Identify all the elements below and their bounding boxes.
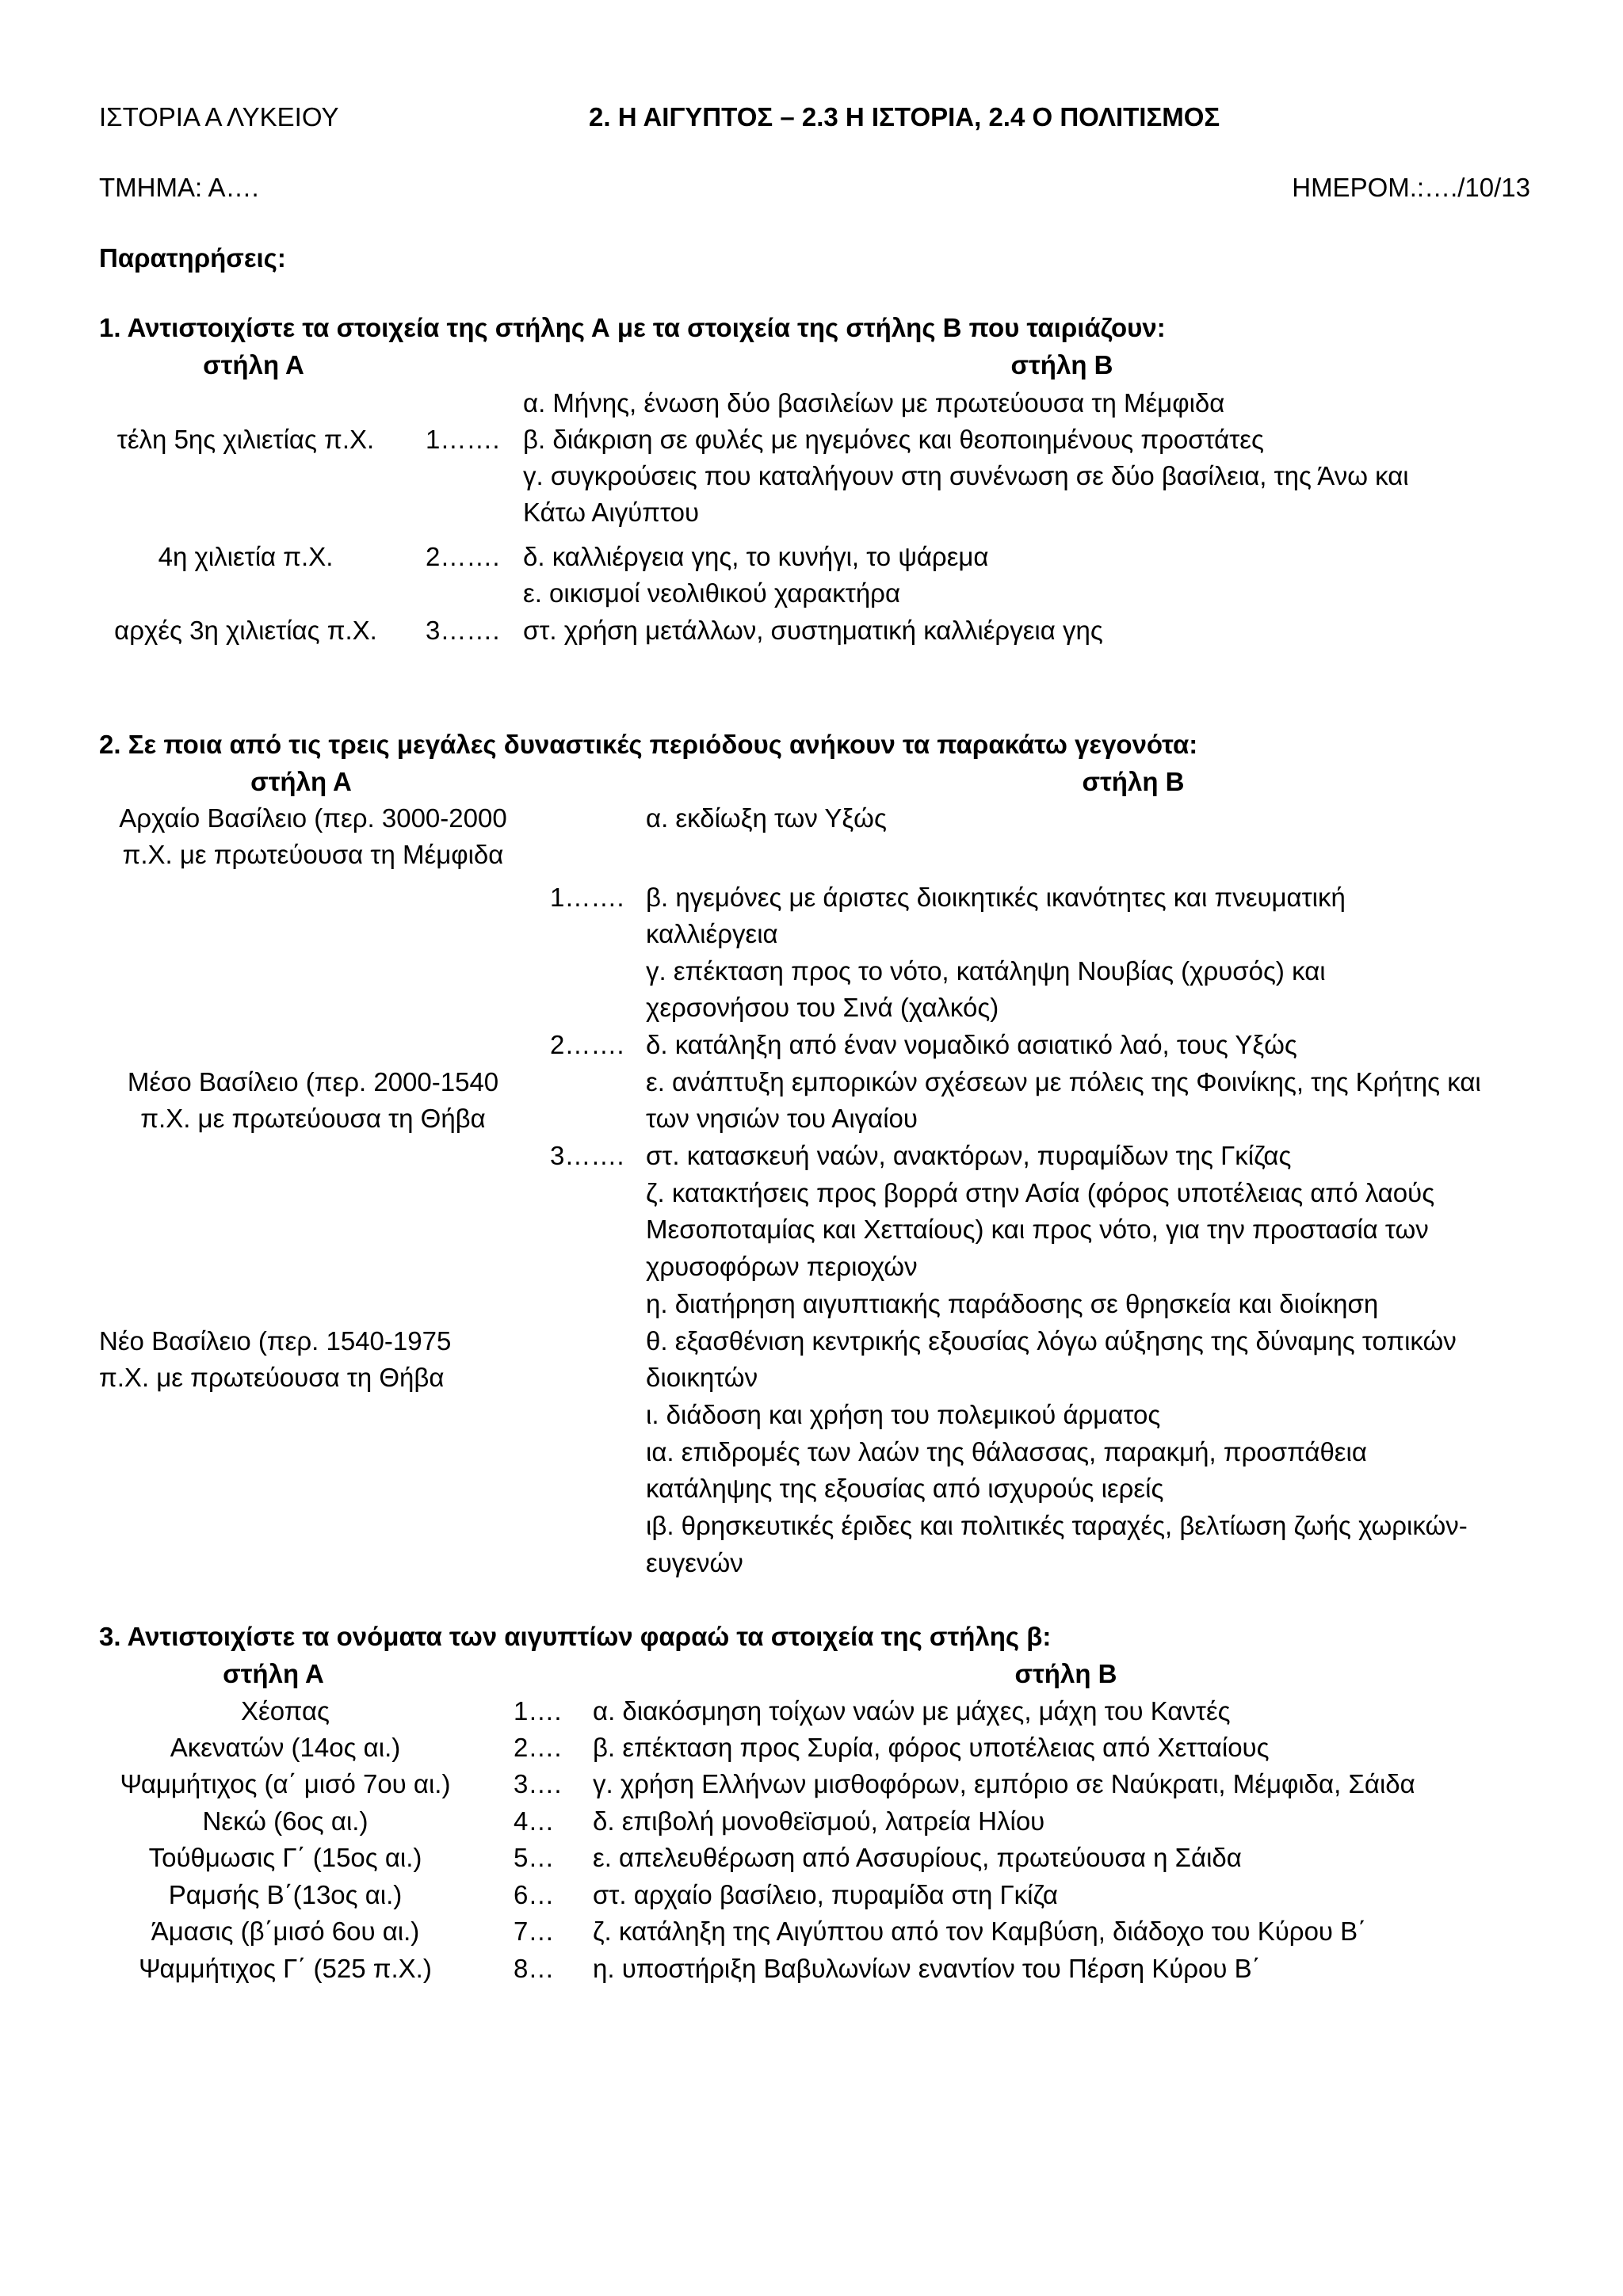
q3-pharaoh: Ψαμμήτιχος (α΄ μισό 7ου αι.) (120, 1769, 451, 1798)
q3-pharaoh: Άμασις (β΄μισό 6ου αι.) (151, 1917, 420, 1946)
q3-b-item: η. υποστήριξη Βαβυλωνίων εναντίον του Πέρση Κύρου Β΄ (593, 1954, 1261, 1983)
q1-a-item: 4η χιλιετία π.Χ. (158, 542, 334, 571)
remarks-label: Παρατηρήσεις: (99, 243, 286, 273)
subject-label: ΙΣΤΟΡΙΑ Α ΛΥΚΕΙΟΥ (99, 102, 339, 132)
q2-b-line: ι. διάδοση και χρήση του πολεμικού άρματος (646, 1400, 1161, 1429)
q2-answer-blank[interactable]: 2……. (550, 1030, 624, 1059)
q2-a-line: Νέο Βασίλειο (περ. 1540-1975 (99, 1326, 452, 1356)
q1-answer-blank[interactable]: 2……. (426, 542, 500, 571)
q1-column-b-header: στήλη Β (1010, 350, 1113, 379)
q2-b-line: ια. επιδρομές των λαών της θάλασσας, παρακμή, προσπάθεια (646, 1437, 1367, 1466)
q1-b-line: Κάτω Αιγύπτου (523, 498, 699, 527)
q1-b-line: στ. χρήση μετάλλων, συστηματική καλλιέργεια γης (523, 616, 1103, 645)
q2-b-line: κατάληψης της εξουσίας από ισχυρούς ιερείς (646, 1474, 1164, 1503)
q2-b-line: δ. κατάληξη από έναν νομαδικό ασιατικό λαό, τους Υξώς (646, 1030, 1297, 1059)
q2-b-line: Μεσοποταμίας και Χετταίους) και προς νότο, για την προστασία των (646, 1215, 1429, 1244)
q2-b-line: χρυσοφόρων περιοχών (646, 1252, 918, 1281)
q3-column-a-header: στήλη Α (223, 1659, 324, 1688)
q2-b-line: καλλιέργεια (646, 919, 778, 948)
q3-pharaoh: Ακενατών (14ος αι.) (170, 1733, 401, 1762)
q2-b-line: στ. κατασκευή ναών, ανακτόρων, πυραμίδων της Γκίζας (646, 1141, 1292, 1170)
question-3-title: 3. Αντιστοιχίστε τα ονόματα των αιγυπτίων φαραώ τα στοιχεία της στήλης β: (99, 1622, 1052, 1651)
q2-b-line: χερσονήσου του Σινά (χαλκός) (646, 993, 999, 1022)
q3-b-item: β. επέκταση προς Συρία, φόρος υποτέλειας από Χετταίους (593, 1733, 1270, 1762)
q1-b-line: β. διάκριση σε φυλές με ηγεμόνες και θεοποιημένους προστάτες (523, 425, 1264, 454)
q3-pharaoh: Νεκώ (6ος αι.) (202, 1806, 369, 1836)
q2-a-line: Αρχαίο Βασίλειο (περ. 3000-2000 (119, 803, 507, 833)
q3-b-item: α. διακόσμηση τοίχων ναών με μάχες, μάχη του Καντές (593, 1696, 1231, 1726)
q3-answer-blank[interactable]: 8… (514, 1954, 555, 1983)
q3-pharaoh: Χέοπας (241, 1696, 330, 1726)
q1-b-line: α. Μήνης, ένωση δύο βασιλείων με πρωτεύουσα τη Μέμφιδα (523, 388, 1225, 418)
q2-b-line: β. ηγεμόνες με άριστες διοικητικές ικανότητες και πνευματική (646, 883, 1346, 912)
q1-b-line: γ. συγκρούσεις που καταλήγουν στη συνένωση σε δύο βασίλεια, της Άνω και (523, 461, 1409, 490)
q2-b-line: διοικητών (646, 1363, 758, 1392)
date-label: ΗΜΕΡΟΜ.:…./10/13 (1292, 173, 1530, 202)
q3-answer-blank[interactable]: 6… (514, 1880, 555, 1909)
q3-answer-blank[interactable]: 2…. (514, 1733, 562, 1762)
q3-b-item: στ. αρχαίο βασίλειο, πυραμίδα στη Γκίζα (593, 1880, 1058, 1909)
q2-column-b-header: στήλη Β (1082, 767, 1185, 796)
q1-b-line: δ. καλλιέργεια γης, το κυνήγι, το ψάρεμα (523, 542, 989, 571)
q3-answer-blank[interactable]: 5… (514, 1843, 555, 1872)
q3-pharaoh: Ραμσής Β΄(13ος αι.) (168, 1880, 403, 1909)
q1-a-item: τέλη 5ης χιλιετίας π.Χ. (116, 425, 375, 454)
question-2-title: 2. Σε ποια από τις τρεις μεγάλες δυναστικές περιόδους ανήκουν τα παρακάτω γεγονότα: (99, 730, 1198, 759)
q2-a-line: π.Χ. με πρωτεύουσα τη Μέμφιδα (122, 840, 504, 869)
q2-a-line: Μέσο Βασίλειο (περ. 2000-1540 (127, 1067, 499, 1097)
q3-answer-blank[interactable]: 1…. (514, 1696, 562, 1726)
q2-b-line: θ. εξασθένιση κεντρικής εξουσίας λόγω αύξησης της δύναμης τοπικών (646, 1326, 1457, 1356)
q3-column-b-header: στήλη Β (1014, 1659, 1117, 1688)
question-1-title: 1. Αντιστοιχίστε τα στοιχεία της στήλης Α με τα στοιχεία της στήλης Β που ταιριάζουν: (99, 313, 1166, 342)
q3-answer-blank[interactable]: 3…. (514, 1769, 562, 1798)
q2-b-line: ιβ. θρησκευτικές έριδες και πολιτικές ταραχές, βελτίωση ζωής χωρικών- (646, 1511, 1468, 1540)
q1-a-item: αρχές 3η χιλιετίας π.Χ. (114, 616, 377, 645)
q2-column-a-header: στήλη Α (250, 767, 352, 796)
q2-answer-blank[interactable]: 3……. (550, 1141, 624, 1170)
worksheet-title: 2. Η ΑΙΓΥΠΤΟΣ – 2.3 Η ΙΣΤΟΡΙΑ, 2.4 Ο ΠΟΛΙΤΙΣΜΟΣ (589, 102, 1220, 132)
q3-b-item: δ. επιβολή μονοθεϊσμού, λατρεία Ηλίου (593, 1806, 1045, 1836)
q3-answer-blank[interactable]: 7… (514, 1917, 555, 1946)
q3-b-item: ε. απελευθέρωση από Ασσυρίους, πρωτεύουσα η Σάιδα (593, 1843, 1242, 1872)
q3-pharaoh: Τούθμωσις Γ΄ (15ος αι.) (148, 1843, 422, 1872)
q3-answer-blank[interactable]: 4… (514, 1806, 555, 1836)
q2-b-line: των νησιών του Αιγαίου (646, 1104, 918, 1133)
q3-b-item: ζ. κατάληξη της Αιγύπτου από τον Καμβύση, διάδοχο του Κύρου Β΄ (593, 1917, 1367, 1946)
q2-a-line: π.Χ. με πρωτεύουσα τη Θήβα (140, 1104, 486, 1133)
q2-b-line: α. εκδίωξη των Υξώς (646, 803, 887, 833)
class-label: ΤΜΗΜΑ: Α…. (99, 173, 259, 202)
q1-answer-blank[interactable]: 1……. (426, 425, 500, 454)
q2-b-line: ζ. κατακτήσεις προς βορρά στην Ασία (φόρος υποτέλειας από λαούς (646, 1178, 1435, 1207)
q2-a-line: π.Χ. με πρωτεύουσα τη Θήβα (99, 1363, 445, 1392)
q2-b-line: ε. ανάπτυξη εμπορικών σχέσεων με πόλεις της Φοινίκης, της Κρήτης και (646, 1067, 1481, 1097)
q2-b-line: γ. επέκταση προς το νότο, κατάληψη Νουβίας (χρυσός) και (646, 956, 1326, 986)
q1-answer-blank[interactable]: 3……. (426, 616, 500, 645)
q2-b-line: ευγενών (646, 1548, 743, 1577)
q3-pharaoh: Ψαμμήτιχος Γ΄ (525 π.Χ.) (139, 1954, 432, 1983)
q1-b-line: ε. οικισμοί νεολιθικού χαρακτήρα (523, 578, 901, 608)
q1-column-a-header: στήλη Α (203, 350, 304, 379)
q2-answer-blank[interactable]: 1……. (550, 883, 624, 912)
q2-b-line: η. διατήρηση αιγυπτιακής παράδοσης σε θρησκεία και διοίκηση (646, 1289, 1379, 1318)
q3-b-item: γ. χρήση Ελλήνων μισθοφόρων, εμπόριο σε Ναύκρατι, Μέμφιδα, Σάιδα (593, 1769, 1415, 1798)
